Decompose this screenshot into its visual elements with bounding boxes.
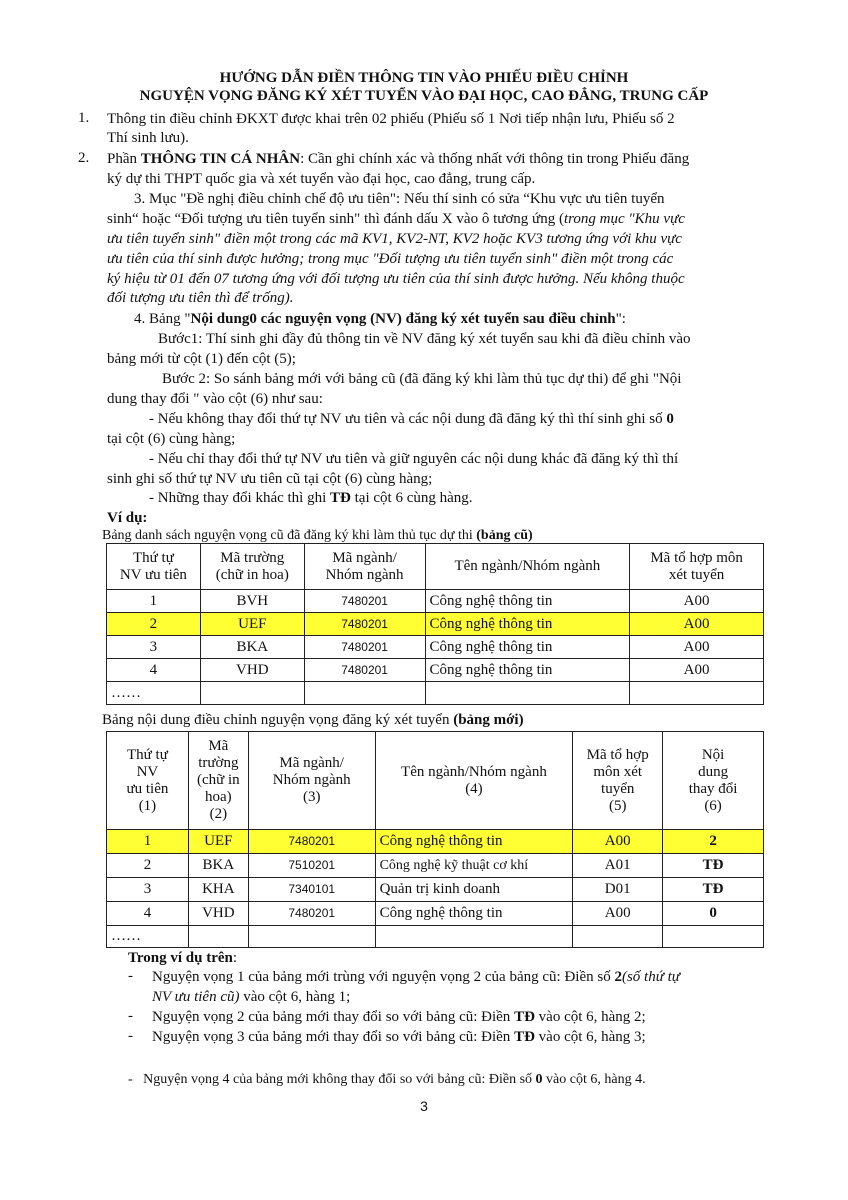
table-cell: Công nghệ kỹ thuật cơ khí [375,854,573,878]
table-cell: TĐ [663,854,764,878]
old-col-header-1: Thứ tự NV ưu tiên [107,544,201,590]
table-cell: 7480201 [248,902,375,926]
note3: Nguyện vọng 3 của bảng mới thay đổi so với bảng cũ: Điền TĐ vào cột 6, hàng 3; [152,1029,646,1045]
bullet-dash: - [128,1028,133,1044]
item2-line2: ký dự thi THPT quốc gia và xét tuyển vào đại học, cao đẳng, trung cấp. [107,171,536,187]
rule2-line2: sinh ghi số thứ tự NV ưu tiên cũ tại cột (6) cùng hàng; [107,471,433,487]
table-cell: Công nghệ thông tin [375,830,573,854]
table-row-highlighted [107,613,764,636]
new-col-header-1: Thứ tự NV ưu tiên (1) [107,732,189,830]
table-cell [663,926,764,948]
new-col-header-6: Nội dung thay đổi (6) [663,732,764,830]
old-col-header-2: Mã trường (chữ in hoa) [200,544,304,590]
doc-title-line1: HƯỚNG DẪN ĐIỀN THÔNG TIN VÀO PHIẾU ĐIỀU CHỈNH [219,70,629,86]
item1-number: 1. [78,110,90,126]
old-col-header-3: Mã ngành/ Nhóm ngành [304,544,425,590]
item2-number: 2. [78,150,90,166]
item2-line1: Phần THÔNG TIN CÁ NHÂN: Cần ghi chính xác và thống nhất với thông tin trong Phiếu đăng [107,151,690,167]
old-table [106,543,764,705]
table-cell [188,926,248,948]
table-cell: 2 [107,854,189,878]
note2: Nguyện vọng 2 của bảng mới thay đổi so với bảng cũ: Điền TĐ vào cột 6, hàng 2; [152,1009,646,1025]
table-cell: BKA [188,854,248,878]
table-cell [630,682,764,705]
table-cell: 7480201 [304,590,425,613]
item1-line1: Thông tin điều chỉnh ĐKXT được khai trên 02 phiếu (Phiếu số 1 Nơi tiếp nhận lưu, Phiếu số 2 [107,111,675,127]
item2-bold: THÔNG TIN CÁ NHÂN [140,151,301,167]
table-cell: A00 [573,830,663,854]
table-cell: 7340101 [248,878,375,902]
table-cell: A00 [630,659,764,682]
new-table-caption: Bảng nội dung điều chỉnh nguyện vọng đăng ký xét tuyển (bảng mới) [102,712,524,728]
table-cell: BVH [200,590,304,613]
example-label: Ví dụ: [107,510,148,526]
table-cell: 7480201 [304,636,425,659]
table-cell: UEF [188,830,248,854]
table-row [107,682,764,705]
table-cell: VHD [200,659,304,682]
item3-line3: ưu tiên tuyển sinh" điền một trong các mã KV1, KV2-NT, KV2 hoặc KV3 tương ứng với khu vực [107,231,682,247]
table-cell: A00 [630,590,764,613]
item3-line4: ưu tiên của thí sinh được hưởng; trong mục "Đối tượng ưu tiên tuyển sinh" điền một trong các [107,251,674,267]
table-cell: VHD [188,902,248,926]
table-cell: 2 [107,613,201,636]
table-cell: 1 [107,590,201,613]
table-cell: 2 [663,830,764,854]
table-row [107,926,764,948]
item4-heading: 4. Bảng "Nội dung0 các nguyện vọng (NV) đăng ký xét tuyển sau điều chỉnh": [134,311,626,327]
table-cell: A01 [573,854,663,878]
old-col-header-5: Mã tổ hợp môn xét tuyển [630,544,764,590]
table-cell [200,682,304,705]
bullet-dash: - [128,1008,133,1024]
table-row [107,636,764,659]
table-row [107,590,764,613]
notes-heading: Trong ví dụ trên: [128,950,238,966]
table-cell: 3 [107,636,201,659]
table-cell: 7510201 [248,854,375,878]
table-cell: 7480201 [248,830,375,854]
new-table [106,731,764,948]
item3-line6: đối tượng ưu tiên thì để trống). [107,290,294,306]
table-cell: 4 [107,659,201,682]
table-row [107,854,764,878]
table-cell: Quản trị kinh doanh [375,878,573,902]
rule2-line1: - Nếu chỉ thay đổi thứ tự NV ưu tiên và giữ nguyên các nội dung khác đã đăng ký thì thí [149,451,679,467]
table-cell [375,926,573,948]
table-row [107,659,764,682]
table-row-highlighted [107,830,764,854]
doc-title-line2: NGUYỆN VỌNG ĐĂNG KÝ XÉT TUYỂN VÀO ĐẠI HỌC, CAO ĐẲNG, TRUNG CẤP [139,88,709,104]
table-cell: 0 [663,902,764,926]
table-cell [573,926,663,948]
table-row [107,902,764,926]
step2-line2: dung thay đổi " vào cột (6) như sau: [107,391,323,407]
rule3-line: - Những thay đổi khác thì ghi TĐ tại cột 6 cùng hàng. [149,490,473,506]
table-cell: Công nghệ thông tin [425,613,630,636]
rule1-line1: - Nếu không thay đổi thứ tự NV ưu tiên và các nội dung đã đăng ký thì thí sinh ghi số 0 [149,411,674,427]
table-cell: …… [107,682,201,705]
table-cell: 7480201 [304,659,425,682]
table-cell: 1 [107,830,189,854]
table-cell: A00 [630,613,764,636]
table-cell [425,682,630,705]
step1-line1: Bước1: Thí sinh ghi đầy đủ thông tin về NV đăng ký xét tuyển sau khi đã điều chỉnh vào [158,331,691,347]
table-cell [248,926,375,948]
new-col-header-4: Tên ngành/Nhóm ngành (4) [375,732,573,830]
bullet-dash: - [128,968,133,984]
new-table-header-row [107,732,764,830]
table-cell: D01 [573,878,663,902]
old-table-header-row [107,544,764,590]
table-cell: Công nghệ thông tin [425,590,630,613]
note4: - Nguyện vọng 4 của bảng mới không thay đổi so với bảng cũ: Điền số 0 vào cột 6, hàng 4. [128,1072,646,1087]
item3-line1: 3. Mục "Đề nghị điều chỉnh chế độ ưu tiên": Nếu thí sinh có sửa “Khu vực ưu tiên tuyển [134,191,665,207]
step2-line1: Bước 2: So sánh bảng mới với bảng cũ (đã đăng ký khi làm thủ tục dự thi) để ghi "Nội [162,371,682,387]
table-cell: 7480201 [304,613,425,636]
table-cell: Công nghệ thông tin [425,659,630,682]
table-cell: TĐ [663,878,764,902]
note1-line1: Nguyện vọng 1 của bảng mới trùng với nguyện vọng 2 của bảng cũ: Điền số 2(số thứ tự [152,969,680,985]
page-number: 3 [420,1098,428,1114]
table-row [107,878,764,902]
table-cell: A00 [630,636,764,659]
table-cell: UEF [200,613,304,636]
new-col-header-5: Mã tổ hợp môn xét tuyển (5) [573,732,663,830]
table-cell: KHA [188,878,248,902]
note1-line2: NV ưu tiên cũ) vào cột 6, hàng 1; [152,989,351,1005]
item3-line2: sinh“ hoặc “Đối tượng ưu tiên tuyển sinh" thì đánh dấu X vào ô tương ứng (trong mục "Khu vực [107,211,685,227]
table-cell [304,682,425,705]
old-col-header-4: Tên ngành/Nhóm ngành [425,544,630,590]
table-cell: Công nghệ thông tin [425,636,630,659]
new-col-header-2: Mã trường (chữ in hoa) (2) [188,732,248,830]
table-cell: BKA [200,636,304,659]
item1-line2: Thí sinh lưu). [107,130,189,146]
table-cell: 4 [107,902,189,926]
table-cell: 3 [107,878,189,902]
old-table-caption: Bảng danh sách nguyện vọng cũ đã đăng ký khi làm thủ tục dự thi (bảng cũ) [102,528,533,543]
rule1-line2: tại cột (6) cùng hàng; [107,431,236,447]
step1-line2: bảng mới từ cột (1) đến cột (5); [107,351,296,367]
item3-line5: ký hiệu từ 01 đến 07 tương ứng với đối tượng ưu tiên của thí sinh được hưởng. Nếu không thuộc [107,271,685,287]
new-col-header-3: Mã ngành/ Nhóm ngành (3) [248,732,375,830]
table-cell: A00 [573,902,663,926]
table-cell: …… [107,926,189,948]
table-cell: Công nghệ thông tin [375,902,573,926]
